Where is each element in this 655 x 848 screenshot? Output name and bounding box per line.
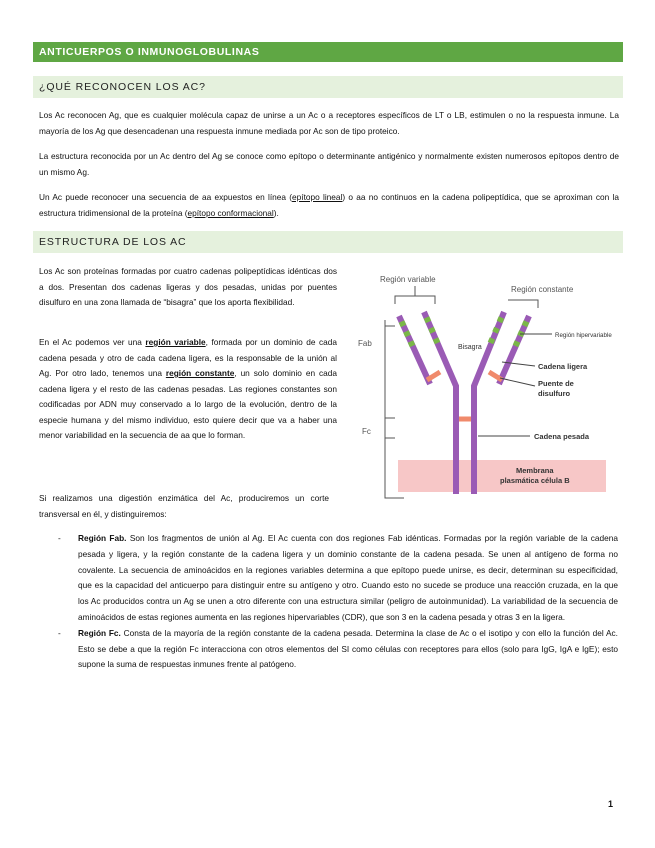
- epitopo-conformacional-term: epítopo conformacional: [187, 207, 274, 218]
- section-heading-estructura: ESTRUCTURA DE LOS AC: [33, 231, 623, 253]
- cadena-ligera-label: Cadena ligera: [538, 362, 588, 371]
- paragraph-digestion: Si realizamos una digestión enzimática del Ac, produciremos un corte transversal en él, y distinguiremos:: [39, 493, 329, 519]
- paragraph-antigeno: Los Ac reconocen Ag, que es cualquier molécula capaz de unirse a un Ac o a receptores específicos de LT o LB, estimulen o no la respuesta inmune. La mayoría de los Ag que desencadenan una respuesta inmune mediada por Ac son de tipo proteico.: [39, 110, 619, 136]
- fab-label: Fab: [358, 339, 372, 348]
- cadena-pesada-label: Cadena pesada: [534, 432, 590, 441]
- region-constante-label: Región constante: [511, 285, 574, 294]
- puente-label-1: Puente de: [538, 379, 574, 388]
- region-variable-label: Región variable: [380, 275, 436, 284]
- document-title: ANTICUERPOS O INMUNOGLOBULINAS: [33, 42, 623, 62]
- list-item-fab: - Región Fab. Son los fragmentos de unión al Ag. El Ac cuenta con dos regiones Fab idénticas. Formadas por la región variable de la cadena pesada y ligera, y la región constante de la cadena ligera y un dominio constante de la cadena pesada. Se unen al antígeno de forma no covalente. La secuencia de aminoácidos en la regiones variables determina a que epítopo puede unirse, es decir, determinan su especificidad, que es la capacidad del anticuerpo para distinguir entre su antígeno y otro. Cuando esto no sucede se produce una reacción cruzada, en la que los Ac producidos contra un Ag se unen a otro diferente con una estructura similar (peligro de autoinmunidad). La variabilidad de la secuencia de aminoácidos de estas regiones aumenta en las regiones hipervariables (CDR), que son 3 en la cadena pesada y otras 3 en la ligera.: [58, 533, 618, 622]
- list-item-fc: - Región Fc. Consta de la mayoría de la región constante de la cadena pesada. Determina la clase de Ac o el isotipo y con ello la función del Ac. Esto se debe a que la región Fc interacciona con otros elementos del SI como células con receptores para ellos (solo para IgG, IgA e IgE); esto supone la suma de respuestas inmunes frente al patógeno.: [58, 627, 618, 670]
- fc-label: Fc: [362, 427, 371, 436]
- region-hipervariable-label: Región hipervariable: [555, 332, 612, 339]
- bisagra-label: Bisagra: [458, 344, 482, 351]
- region-constante-term: región constante: [165, 368, 235, 378]
- region-variable-term: región variable: [145, 337, 206, 347]
- hypervariable-segments: [402, 318, 527, 347]
- fc-term: Región Fc.: [78, 627, 121, 638]
- paragraph-cadenas: Los Ac son proteínas formadas por cuatro cadenas polipeptídicas idénticas dos a dos. Presentan dos cadenas ligeras y dos pesadas, unidas por puentes disulfuro en una zona llamada de “bisagra” que los aporta flexibilidad.: [39, 266, 337, 307]
- paragraph-epitopo-tipos: Un Ac puede reconocer una secuencia de aa expuestos en línea (epítopo lineal) o aa no continuos en la cadena polipeptídica, que se aproximan con la estructura tridimensional de la proteína (epítopo conformacional).: [39, 192, 619, 218]
- paragraph-regiones: En el Ac podemos ver una región variable, formada por un dominio de cada cadena pesada y otro de cada cadena ligera, es la responsable de la unión al Ag. Por otro lado, tenemos una región constante, un solo dominio en cada cadena ligera y el resto de las cadenas pesadas. Las regiones constantes son codificadas por ADN muy conservado a lo largo de la evolución, dentro de la especie humana y del mismo individuo, esto quiere decir que va a haber una menor variabilidad en la secuencia de aa que lo forman.: [39, 337, 337, 440]
- puente-label-2: disulfuro: [538, 389, 571, 398]
- list-bullet: -: [58, 627, 61, 638]
- membrane-label-2: plasmática célula B: [500, 476, 570, 485]
- list-bullet: -: [58, 533, 61, 543]
- section-heading-que-reconocen: ¿QUÉ RECONOCEN LOS AC?: [33, 76, 623, 98]
- membrane-label-1: Membrana: [516, 466, 554, 475]
- page-number: 1: [608, 799, 614, 809]
- epitopo-lineal-term: epítopo lineal: [292, 192, 343, 202]
- disulfide-bridges: [427, 372, 502, 419]
- paragraph-epitopo: La estructura reconocida por un Ac dentro del Ag se conoce como epítopo o determinante antigénico y normalmente existen numerosos epítopos dentro de un mismo Ag.: [39, 151, 619, 177]
- antibody-diagram: [340, 268, 625, 500]
- region-list: [58, 531, 618, 673]
- fab-term: Región Fab.: [78, 533, 127, 543]
